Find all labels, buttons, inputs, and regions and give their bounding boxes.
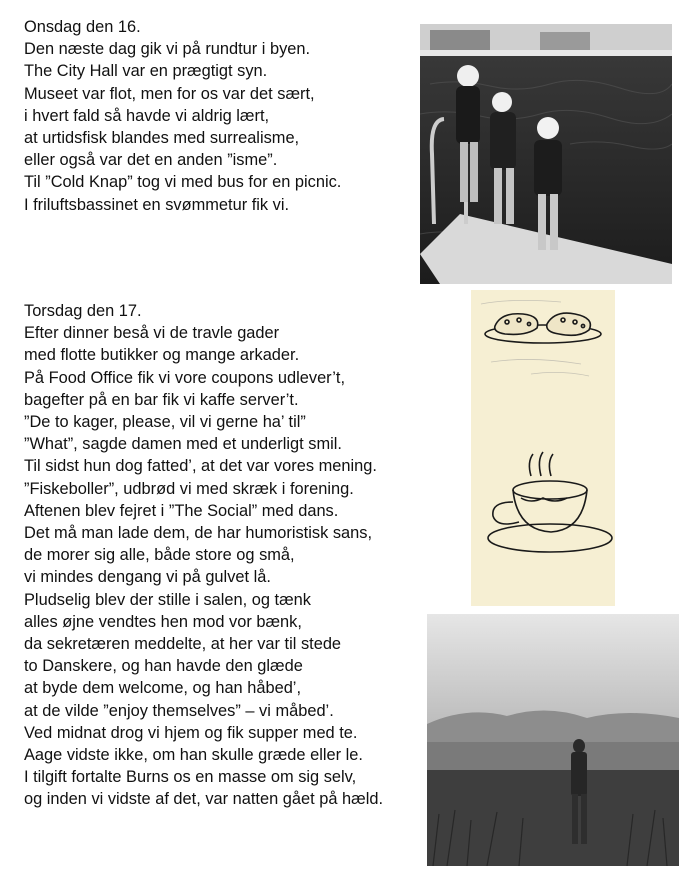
poem-line: Aage vidste ikke, om han skulle græde eller le. (24, 746, 363, 765)
poem-line: ”De to kager, please, vil vi gerne ha’ til” (24, 413, 306, 432)
poem-line: eller også var det en anden ”isme”. (24, 151, 278, 170)
poem-line: og inden vi vidste af det, var natten gået på hæld. (24, 790, 384, 809)
poem-line: På Food Office fik vi vore coupons udlever’t, (24, 368, 345, 387)
poem-line: i hvert fald så havde vi aldrig lært, (24, 106, 270, 125)
poem-section-wednesday (24, 16, 341, 216)
poem-line: Pludselig blev der stille i salen, og tænk (24, 590, 311, 609)
section-heading: Torsdag den 17. (24, 302, 142, 320)
poem-line: at byde dem welcome, og han håbed’, (24, 679, 302, 698)
poem-line: ”Fiskeboller”, udbrød vi med skræk i forening. (24, 479, 354, 498)
poem-line: alles øjne vendtes hen mod vor bænk, (24, 612, 302, 631)
poem-line: at de vilde ”enjoy themselves” – vi måbed’. (24, 701, 334, 720)
sketch-pastries-and-coffee (471, 290, 615, 606)
poem-line: I tilgift fortalte Burns os en masse om sig selv, (24, 768, 357, 787)
poem-line: Ved midnat drog vi hjem og fik supper med te. (24, 723, 358, 742)
poem-line: Museet var flot, men for os var det sært, (24, 84, 315, 103)
poem-line: The City Hall var en prægtigt syn. (24, 62, 268, 81)
poem-section-thursday (24, 300, 383, 811)
poem-line: to Danskere, og han havde den glæde (24, 657, 303, 676)
poem-line: med flotte butikker og mange arkader. (24, 346, 300, 365)
poem-line: de morer sig alle, både store og små, (24, 546, 295, 565)
section-heading: Onsdag den 16. (24, 18, 141, 36)
poem-line: Den næste dag gik vi på rundtur i byen. (24, 40, 311, 59)
photo-man-in-landscape (427, 614, 679, 866)
poem-line: at urtidsfisk blandes med surrealisme, (24, 129, 300, 148)
photo-swimmers-pool (420, 24, 672, 284)
poem-line: Efter dinner beså vi de travle gader (24, 324, 280, 343)
poem-line: bagefter på en bar fik vi kaffe server’t. (24, 390, 299, 409)
poem-line: Til ”Cold Knap” tog vi med bus for en picnic. (24, 173, 342, 192)
poem-line: Aftenen blev fejret i ”The Social” med dans. (24, 501, 339, 520)
poem-line: Til sidst hun dog fatted’, at det var vores mening. (24, 457, 377, 476)
poem-line: Det må man lade dem, de har humoristisk sans, (24, 524, 372, 543)
poem-line: da sekretæren meddelte, at her var til stede (24, 635, 342, 654)
poem-line: I friluftsbassinet en svømmetur fik vi. (24, 195, 290, 214)
poem-line: ”What”, sagde damen med et underligt smil. (24, 435, 342, 454)
poem-line: vi mindes dengang vi på gulvet lå. (24, 568, 271, 587)
